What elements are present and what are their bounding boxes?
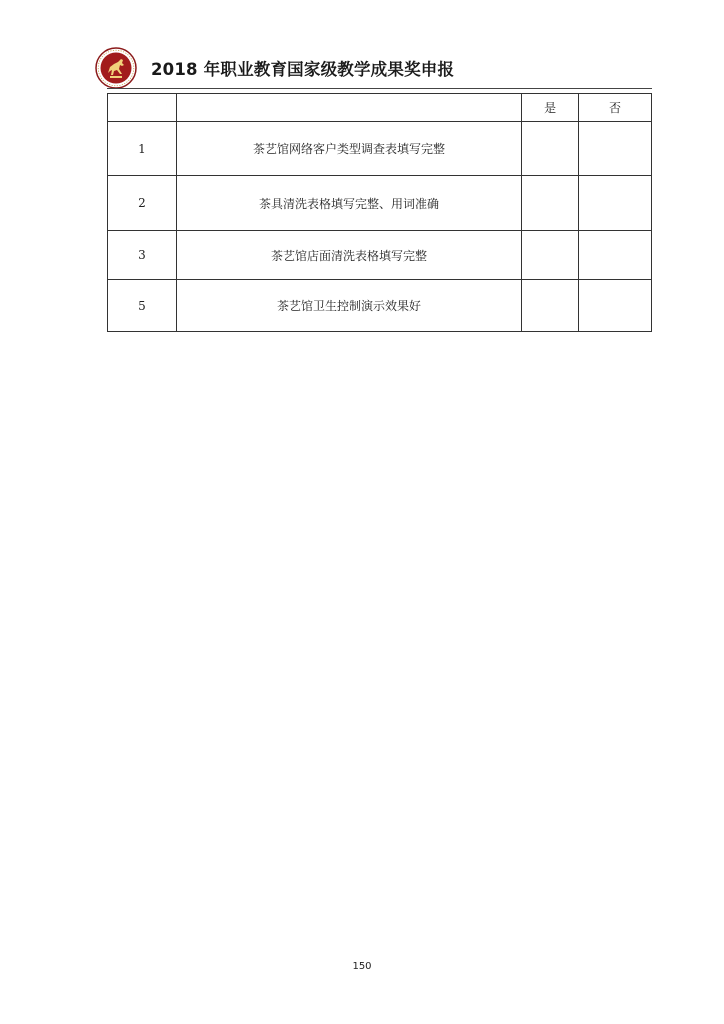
row-no-cell <box>579 176 652 231</box>
header-cell-number <box>108 94 177 122</box>
row-item: 茶艺馆卫生控制演示效果好 <box>176 280 521 332</box>
header-cell-item <box>176 94 521 122</box>
row-item: 茶艺馆店面清洗表格填写完整 <box>176 231 521 280</box>
table-row <box>108 122 652 176</box>
row-number: 3 <box>108 231 177 280</box>
row-no-cell <box>579 231 652 280</box>
table-row <box>108 231 652 280</box>
row-yes-cell <box>522 280 579 332</box>
table-header-row <box>108 94 652 122</box>
row-number: 1 <box>108 122 177 176</box>
row-yes-cell <box>522 176 579 231</box>
row-no-cell <box>579 122 652 176</box>
row-item: 茶艺馆网络客户类型调查表填写完整 <box>176 122 521 176</box>
row-yes-cell <box>522 122 579 176</box>
header-divider <box>107 88 652 89</box>
page-number: 150 <box>352 961 372 972</box>
page-header <box>95 46 454 90</box>
row-item: 茶具清洗表格填写完整、用词准确 <box>176 176 521 231</box>
checklist-table <box>107 93 652 332</box>
horse-emblem-icon <box>95 47 137 89</box>
row-number: 5 <box>108 280 177 332</box>
table-row <box>108 280 652 332</box>
header-cell-no: 否 <box>579 94 652 122</box>
header-cell-yes: 是 <box>522 94 579 122</box>
table-row <box>108 176 652 231</box>
row-yes-cell <box>522 231 579 280</box>
row-number: 2 <box>108 176 177 231</box>
page-title: 2018 年职业教育国家级教学成果奖申报 <box>151 60 455 79</box>
row-no-cell <box>579 280 652 332</box>
